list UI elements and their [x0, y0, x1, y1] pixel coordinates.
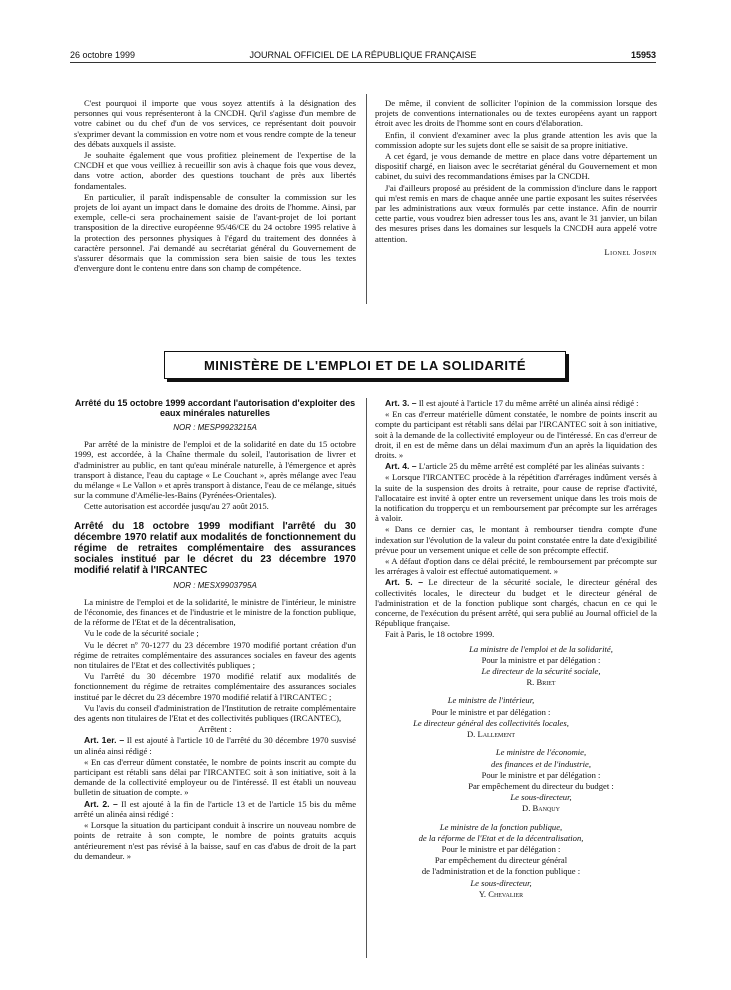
paragraph: J'ai d'ailleurs proposé au président de la commission d'inclure dans le rapport qui m'est remis en mars de chaque année une partie exposant les suites réservées par les administrations aux vœux formulés par cette instance. Afin de nourrir cette partie, vous voudrez bien adresser tous les ans, avant le 31 janvier, un bilan des mesures prises dans les domaines sur lesquels la CNCDH aura appelé votre attention. [375, 182, 657, 244]
article-4-quote: « A défaut d'option dans ce délai précité, le remboursement par précompte sur les arrérages à valoir est effectué automatiquement. » [375, 556, 657, 577]
paragraph: Par arrêté de la ministre de l'emploi et de la solidarité en date du 15 octobre 1999, est accordée, à la Chaîne thermale du soleil, l'autorisation de livrer et d'administrer au public, en tant qu'eau minérale naturelle, à l'émergence et après transport à distance, l'eau du captage « Le Couchant », après mélange avec l'eau du mélange « Le Vallon » et après transport à distance, l'eau de ce mélange, situés sur la commune d'Amélie-les-Bains (Pyrénées-Orientales). [74, 439, 356, 501]
article-3: Art. 3. – Il est ajouté à l'article 17 du même arrêté un alinéa ainsi rédigé : [385, 398, 639, 408]
arrete-2-nor: NOR : MESX9903795A [173, 580, 257, 590]
paragraph: Vu l'avis du conseil d'administration de l'Institution de retraite complémentaire des agents non titulaires de l'Etat et des collectivités publiques (IRCANTEC), [74, 702, 356, 724]
article-4-quote: « Lorsque l'IRCANTEC procède à la répétition d'arrérages indûment versés à la suite de la suspension des droits à retraite, pour cause de reprise d'activité, l'allocataire est invité à opter entre un reversement unique dans les trois mois de la notification du tropperçu et un remboursement par précompte sur les arrérages à valoir. [375, 472, 657, 524]
article-5: Art. 5. – Le directeur de la sécurité sociale, le directeur général des collectivités locales, le directeur du budget et le directeur général de l'administration et de la fonction publique sont chargés, chacun en ce qui le concerne, de l'exécution du présent arrêté, qui sera publié au Journal officiel de la République française. [375, 577, 657, 629]
article-1: Art. 1er. – Il est ajouté à l'article 10 de l'arrêté du 30 décembre 1970 susvisé un alinéa ainsi rédigé : [74, 735, 357, 756]
article-2-quote: « Lorsque la situation du participant conduit à inscrire un nouveau nombre de points de retraite à son compte, le nombre de points gratuits acquis antérieurement n'est pas révisé à la baisse, sauf en cas d'abus de droit de la part du demandeur. » [74, 820, 356, 861]
article-4: Art. 4. – L'article 25 du même arrêté est complété par les alinéas suivants : [385, 461, 645, 472]
paragraph: Je souhaite également que vous profitiez pleinement de l'expertise de la CNCDH et que vous veilliez à recueillir son avis à chaque fois que vous devez, dans votre action, aborder des questions touchant de près aux libertés fondamentales. [74, 150, 356, 191]
bottom-left-column [74, 398, 356, 862]
paragraph: C'est pourquoi il importe que vous soyez attentifs à la désignation des personnes qui vous représenteront à la CNCDH. Qu'il s'agisse d'un membre de votre cabinet ou du chef d'un de vos services, ce représentant doit pouvoir s'exprimer devant la commission en votre nom et vous rendre compte de la teneur des débats auxquels il assiste. [74, 98, 356, 149]
article-2: Art. 2. – Il est ajouté à la fin de l'article 13 et de l'article 15 bis du même arrêté un alinéa ainsi rédigé : [74, 798, 357, 819]
page-header [70, 50, 656, 63]
signature-jospin: Lionel Jospin [604, 246, 657, 257]
column-divider [366, 398, 367, 958]
column-divider [366, 94, 367, 304]
arrete-2-title: Arrêté du 18 octobre 1999 modifiant l'arrêté du 30 décembre 1970 relatif aux modalités de fonctionnement du régime de retraites complémentaire des assurances sociales institué par le décret du 23 décembre 1970 modifié relatif à l'IRCANTEC [74, 520, 356, 576]
top-left-column [74, 98, 356, 274]
header-journal: JOURNAL OFFICIEL DE LA RÉPUBLIQUE FRANÇAISE [249, 50, 477, 60]
paragraph: De même, il convient de solliciter l'opinion de la commission lorsque des projets de conventions internationales ou de textes européens ayant un rapport étroit avec les droits de l'homme sont en cours d'élaboration. [375, 98, 657, 129]
paragraph: La ministre de l'emploi et de la solidarité, le ministre de l'intérieur, le ministre de l'économie, des finances et de l'industrie et le ministre de la fonction publique, de la réforme de l'Etat et de la décentralisation, [74, 596, 356, 628]
paragraph: En particulier, il paraît indispensable de consulter la commission sur les projets de loi ayant un impact dans le domaine des droits de l'homme. Ainsi, par exemple, celle-ci sera prochainement saisie de l'avant-projet de loi portant transposition de la directive européenne 95/46/CE du 24 octobre 1995 relative à la protection des personnes physiques à l'égard du traitement des données à caractère personnel. J'ai demandé au secrétariat général du Gouvernement de s'assurer désormais que la commission sera bien saisie de tous les textes d'envergure dont le contenu entre dans son champ de compétence. [74, 191, 356, 274]
header-date: 26 octobre 1999 [70, 50, 136, 60]
arrete-1-title: Arrêté du 15 octobre 1999 accordant l'autorisation d'exploiter des eaux minérales naturelles [74, 398, 356, 418]
arrete-1-nor: NOR : MESP9923215A [173, 423, 257, 432]
article-3-quote: « En cas d'erreur matérielle dûment constatée, le nombre de points inscrit au compte du participant est rétabli sans délai par l'IRCANTEC soit à son initiative, soit à la demande de la collectivité employeur ou de l'intéressé. En cas d'erreur de droit, il en est de même dans un délai maximum d'un an après la liquidation des droits. » [375, 409, 657, 461]
paragraph: A cet égard, je vous demande de mettre en place dans votre département un dispositif chargé, en liaison avec le secrétariat général du Gouvernement et mon cabinet, du suivi des recommandations émises par la CNCDH. [375, 151, 657, 182]
bottom-right-column [375, 398, 657, 900]
signature-block-4: Le ministre de la fonction publique, de la réforme de l'Etat et de la décentralisation, Pour le ministre et par délégation : Par empêchement du directeur général de l'administration et de la fonction publique : Le sous-directeur, Y. Chevalier [418, 821, 584, 899]
signature-block-2: Le ministre de l'intérieur, Pour le ministre et par délégation : Le directeur général des collectivités locales, D. Lallement [413, 695, 569, 740]
paragraph: Vu l'arrêté du 30 décembre 1970 modifié relatif aux modalités de fonctionnement du régime de retraites complémentaire des assurances sociales institué par le décret du 23 décembre 1970 modifié relatif à l'IRCANTEC ; [74, 671, 356, 702]
article-4-quote: « Dans ce dernier cas, le montant à rembourser tiendra compte d'une indexation sur l'évolution de la valeur du point constatée entre la date d'exigibilité prévue pour un versement unique et celle de son précompte effectif. [375, 524, 657, 555]
signature-block-3: Le ministre de l'économie, des finances et de l'industrie, Pour le ministre et par délégation : Par empêchement du directeur du budget : Le sous-directeur, D. Banquy [468, 747, 614, 814]
signature-block-1: La ministre de l'emploi et de la solidarité, Pour la ministre et par délégation : Le directeur de la sécurité sociale, R. Briet [469, 643, 613, 688]
ministry-banner [164, 351, 566, 379]
paragraph: Cette autorisation est accordée jusqu'au 27 août 2015. [84, 501, 269, 512]
top-right-column [375, 98, 657, 257]
paragraph: Vu le code de la sécurité sociale ; [84, 628, 199, 639]
header-page-number: 15953 [630, 50, 656, 60]
arretent: Arrêtent : [198, 724, 232, 735]
paragraph: Vu le décret nº 70-1277 du 23 décembre 1970 modifié portant création d'un régime de retraites complémentaire des assurances sociales en faveur des agents non titulaires de l'Etat et des collectivités publiques ; [74, 639, 356, 671]
article-1-quote: « En cas d'erreur dûment constatée, le nombre de points inscrit au compte du participant est rétabli sans délai par l'IRCANTEC soit à son initiative, soit à la demande de la collectivité employeur ou de l'intéressé. Il est établi un nouveau bulletin de situation de compte. » [74, 756, 356, 798]
ministry-title: MINISTÈRE DE L'EMPLOI ET DE LA SOLIDARITÉ [203, 357, 527, 373]
fait-a-paris: Fait à Paris, le 18 octobre 1999. [385, 629, 495, 640]
paragraph: Enfin, il convient d'examiner avec la plus grande attention les avis que la commission adopte sur les sujets dont elle se saisit de sa propre initiative. [375, 129, 657, 150]
